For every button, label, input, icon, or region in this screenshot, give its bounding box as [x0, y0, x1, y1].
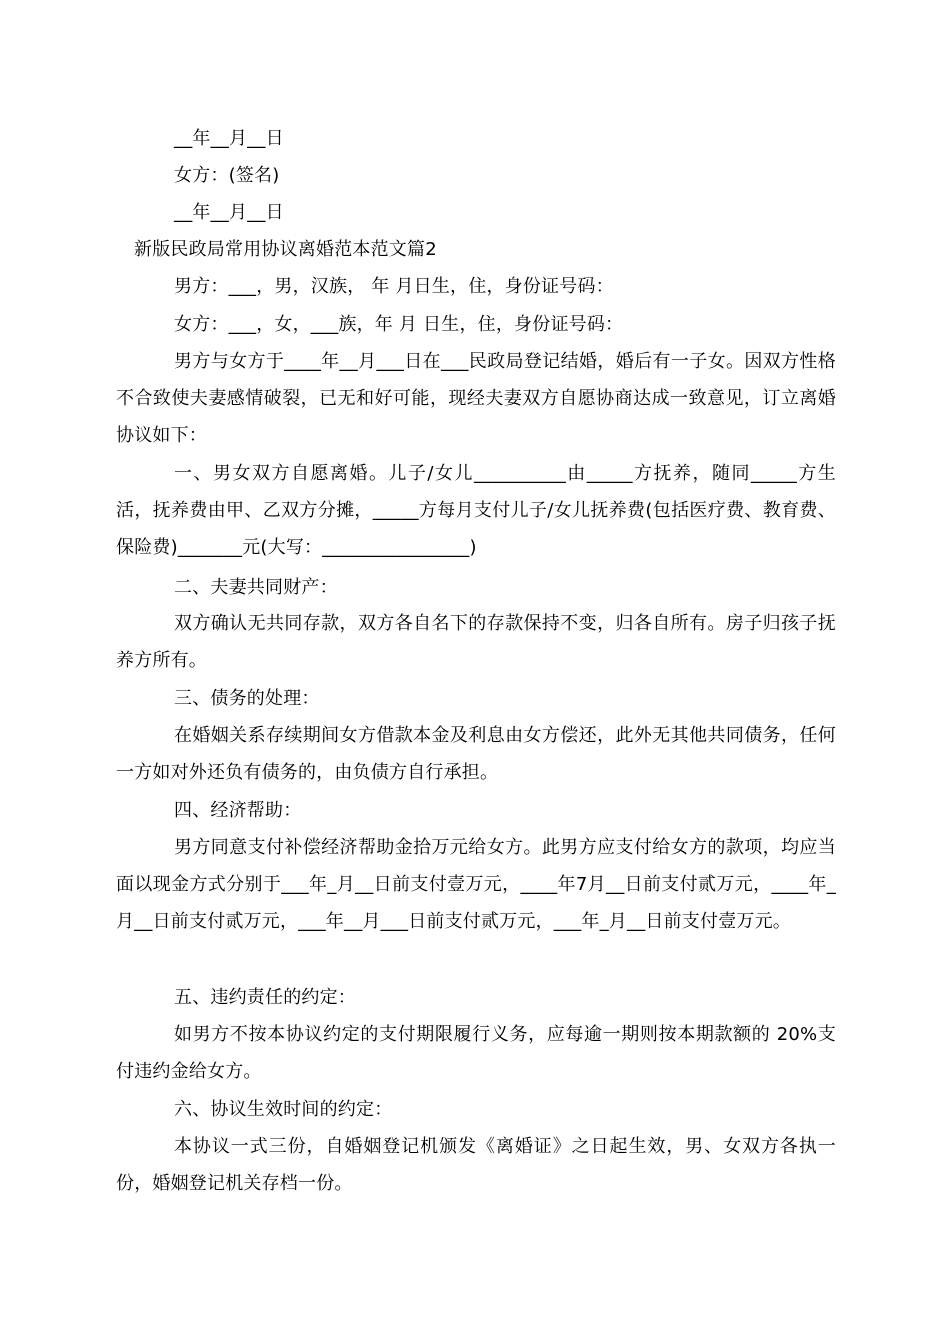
clause-5-paragraph: 如男方不按本协议约定的支付期限履行义务，应每逾一期则按本期款额的 20%支付违约金给女方。	[116, 1024, 836, 1082]
clause-5-title: 五、违约责任的约定：	[174, 987, 356, 1008]
clause-3-title: 三、债务的处理：	[174, 688, 320, 709]
female-signature-line: 女方：(签名)	[174, 165, 280, 186]
clause-2-title: 二、夫妻共同财产：	[174, 577, 338, 598]
male-info-line: 男方：___，男，汉族， 年 月日生，住，身份证号码：	[174, 276, 614, 297]
clause-6-title: 六、协议生效时间的约定：	[174, 1099, 393, 1120]
female-info-line: 女方：___，女，___族，年 月 日生，住，身份证号码：	[174, 314, 624, 335]
clause-4-title: 四、经济帮助：	[174, 800, 302, 821]
section-title: 新版民政局常用协议离婚范本范文篇2	[134, 239, 437, 260]
intro-paragraph: 男方与女方于____年__月___日在___民政局登记结婚，婚后有一子女。因双方性格不合致使夫妻感情破裂，已无和好可能，现经夫妻双方自愿协商达成一致意见，订立离婚协议如下：	[116, 351, 836, 446]
clause-2-paragraph: 双方确认无共同存款，双方各自名下的存款保持不变，归各自所有。房子归孩子抚养方所有。	[116, 613, 836, 671]
date-line: __年__月__日	[174, 128, 284, 149]
clause-1-paragraph: 一、男女双方自愿离婚。儿子/女儿__________由_____方抚养，随同_____方生活，抚养费由甲、乙双方分摊，_____方每月支付儿子/女儿抚养费(包括医疗费、教育费、保险费)_______元(大写：________________)	[116, 463, 836, 558]
clause-4-paragraph: 男方同意支付补偿经济帮助金拾万元给女方。此男方应支付给女方的款项，均应当面以现金方式分别于___年_月__日前支付壹万元，____年7月__日前支付贰万元，____年_月__日前支付贰万元，___年__月___日前支付贰万元，___年_月__日前支付壹万元。	[116, 837, 836, 932]
date-line: __年__月__日	[174, 202, 284, 223]
clause-3-paragraph: 在婚姻关系存续期间女方借款本金及利息由女方偿还，此外无其他共同债务，任何一方如对外还负有债务的，由负债方自行承担。	[116, 725, 836, 783]
clause-6-paragraph: 本协议一式三份，自婚姻登记机颁发《离婚证》之日起生效，男、女双方各执一份，婚姻登记机关存档一份。	[116, 1136, 836, 1194]
